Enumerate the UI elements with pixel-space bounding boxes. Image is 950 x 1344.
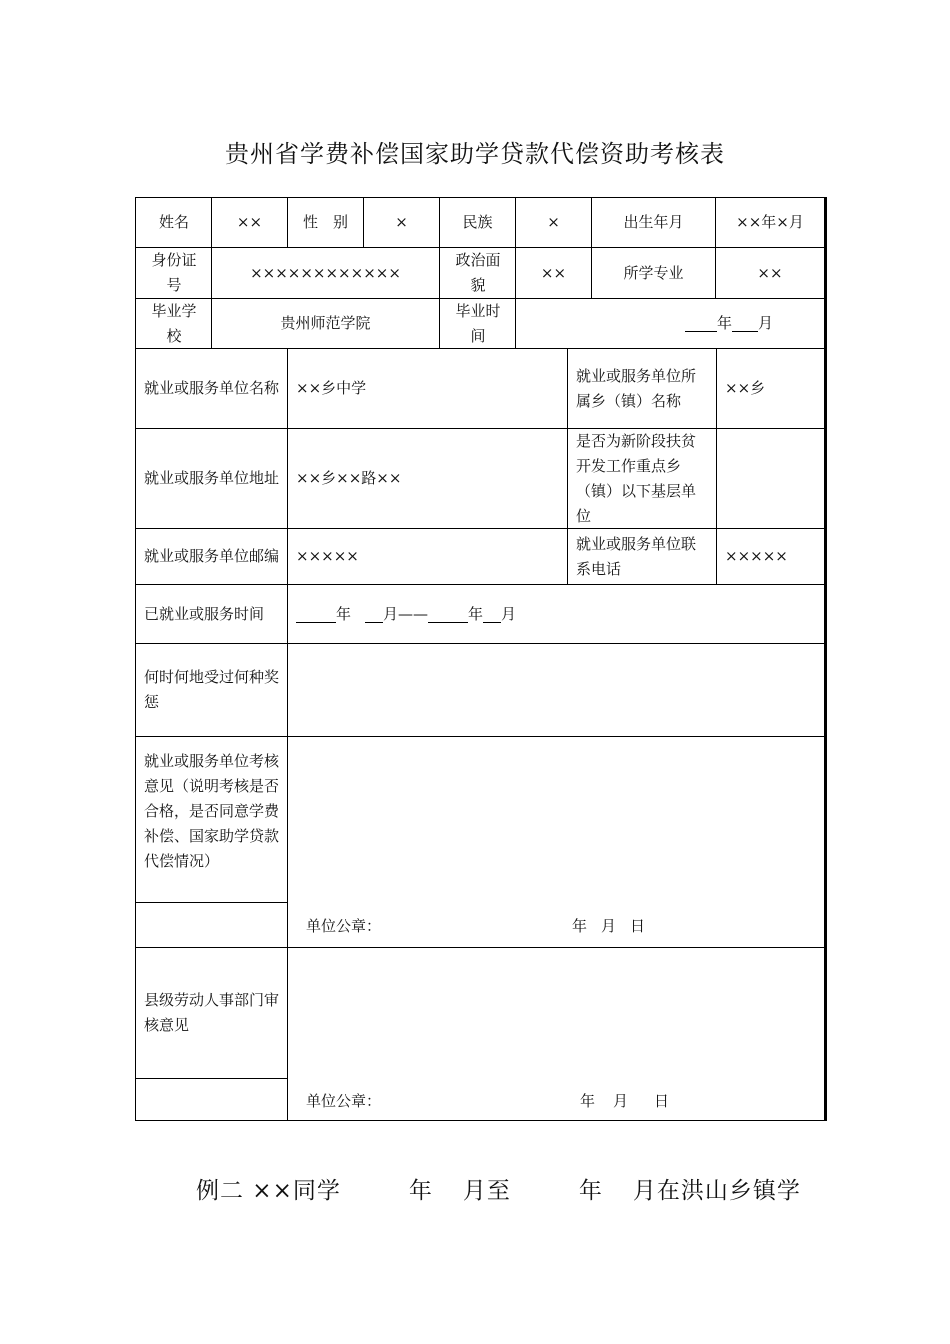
name-label: 姓名 [158,213,189,231]
unit-date-month: 月 [601,916,617,935]
service-end-year-blank [428,606,468,623]
unit-town-label: 就业或服务单位所属乡（镇）名称 [576,366,697,410]
gender-value: × [395,213,408,231]
opinion-label: 就业或服务单位考核意见（说明考核是否合格，是否同意学费补偿、国家助学贷款代偿情况） [144,752,280,870]
phone-label: 就业或服务单位联系电话 [576,534,697,578]
major-label: 所学专业 [623,263,684,282]
name-value: ×× [236,213,263,231]
unit-date-year: 年 [572,916,588,935]
example-year-2: 年 [578,1178,603,1204]
unit-seal-date [572,912,722,940]
table-border-bottom [135,1120,826,1121]
example-tail: 月在洪山乡镇学 [632,1178,801,1204]
id-value: ×××××××××××× [250,263,401,282]
service-start-year-unit: 年 [336,604,352,623]
grad-month-blank [732,315,758,332]
postcode-value: ××××× [296,547,359,565]
ethnic-label: 民族 [462,213,493,231]
county-seal-label: 单位公章： [306,1091,382,1110]
unit-name-label: 就业或服务单位名称 [144,379,280,397]
poverty-value [717,429,824,528]
example-year-1: 年 [408,1178,433,1204]
political-value: ×× [540,263,567,282]
service-end-month-unit: 月 [501,604,517,623]
unit-seal-label: 单位公章： [306,916,382,935]
service-end-year-unit: 年 [468,604,484,623]
row-divider [135,902,287,903]
id-label: 身份证号 [151,251,197,294]
grad-year-blank [685,315,717,332]
birth-value: ××年×月 [736,213,804,231]
poverty-label: 是否为新阶段扶贫开发工作重点乡（镇）以下基层单位 [576,431,697,525]
birth-label: 出生年月 [623,213,684,231]
county-label: 县级劳动人事部门审核意见 [144,991,280,1034]
unit-name-value: ××乡中学 [296,379,367,397]
county-seal-date [580,1087,730,1115]
unit-date-day: 日 [630,916,646,935]
gender-label: 性 别 [302,213,348,231]
school-label: 毕业学校 [151,301,197,345]
major-value: ×× [757,263,783,282]
row-divider [135,1078,287,1079]
service-dash: —— [398,604,429,623]
service-start-month-blank [365,606,383,623]
form-title: 贵州省学费补偿国家助学贷款代偿资助考核表 [225,140,725,168]
example-paragraph [196,1172,801,1205]
grad-time-label: 毕业时间 [455,301,501,345]
phone-value: ××××× [725,547,788,565]
grad-month-unit: 月 [758,314,774,332]
unit-town-value: ××乡 [725,379,766,397]
ethnic-value: × [547,213,560,231]
grad-time-value [516,299,824,348]
service-end-month-blank [483,606,501,623]
county-date-month: 月 [613,1091,629,1110]
postcode-label: 就业或服务单位邮编 [144,547,280,565]
service-start-month-unit: 月 [383,604,399,623]
table-border-right [824,197,827,1121]
county-date-day: 日 [654,1091,670,1110]
example-month-to: 月至 [462,1178,511,1204]
example-prefix: 例二 ××同学 [196,1178,341,1204]
awards-label: 何时何地受过何种奖惩 [144,668,280,711]
political-label: 政治面貌 [455,251,501,294]
county-date-year: 年 [580,1091,596,1110]
grad-year-unit: 年 [716,314,732,332]
service-start-year-blank [296,606,336,623]
school-value: 贵州师范学院 [280,314,371,332]
address-label: 就业或服务单位地址 [144,469,280,487]
service-time-label: 已就业或服务时间 [144,604,265,623]
address-value: ××乡××路×× [296,469,402,487]
service-time-value [288,585,824,643]
